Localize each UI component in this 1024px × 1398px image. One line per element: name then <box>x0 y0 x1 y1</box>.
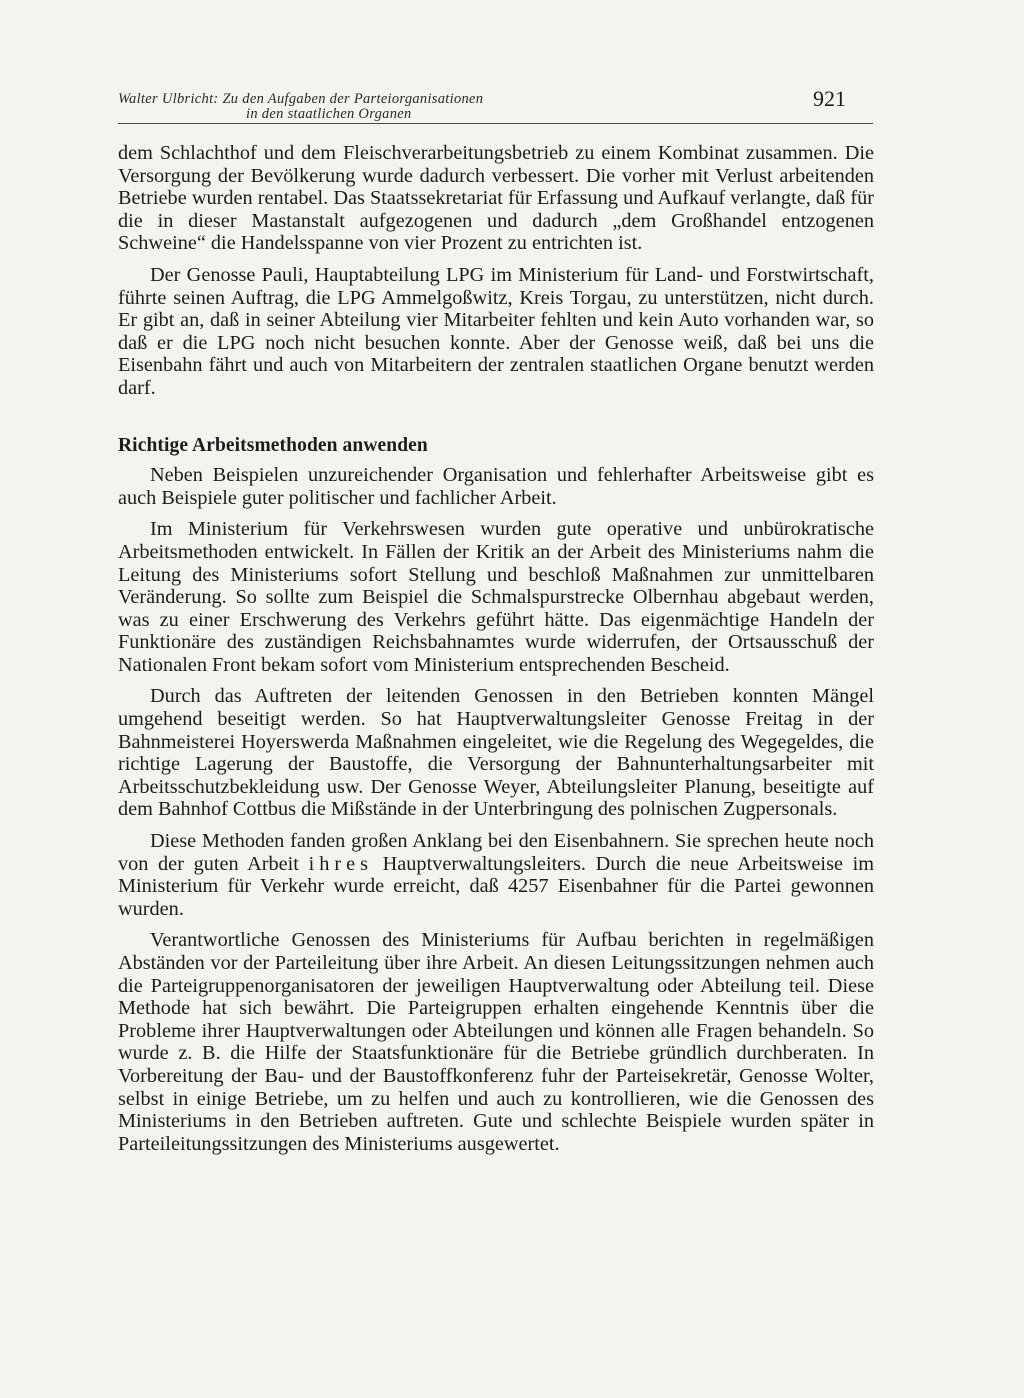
header-rule <box>118 123 873 124</box>
page-number: 921 <box>813 86 846 111</box>
paragraph-6 <box>118 830 874 920</box>
paragraph-5: Durch das Auftreten der leitenden Genossen in den Betrieben konnten Mängel umgehend beseitigt werden. So hat Hauptverwaltungsleiter Genosse Freitag in der Bahnmeisterei Hoyerswerda Maßnahmen eingeleitet, wie die Regelung des Wegegeldes, die richtige Lagerung der Baustoffe, die Versorgung der Bahnunterhaltungsarbeiter mit Arbeitsschutzbekleidung usw. Der Genosse Weyer, Abteilungsleiter Planung, beseitigte auf dem Bahnhof Cottbus die Mißstände in der Unterbringung des polnischen Zugpersonals. <box>118 685 874 821</box>
running-head-line-2: in den staatlichen Organen <box>246 106 412 122</box>
running-head <box>118 92 638 122</box>
body-text <box>118 142 874 1164</box>
paragraph-4: Im Ministerium für Verkehrswesen wurden gute operative und unbürokratische Arbeitsmethoden entwickelt. In Fällen der Kritik an der Arbeit des Ministeriums nahm die Leitung des Ministeriums sofort Stellung und beschloß Maßnahmen zur unmittelbaren Veränderung. So sollte zum Beispiel die Schmalspurstrecke Olbernhau abgebaut werden, was zu einer Erschwerung des Verkehrs geführt hätte. Das eigenmächtige Handeln der Funktionäre des zuständigen Reichsbahnamtes wurde widerrufen, der Ortsausschuß der Nationalen Front bekam sofort vom Ministerium entsprechenden Bescheid. <box>118 518 874 676</box>
paragraph-1: dem Schlachthof und dem Fleischverarbeitungsbetrieb zu einem Kombinat zusammen. Die Versorgung der Bevölkerung wurde dadurch verbessert. Die vorher mit Verlust arbeitenden Betriebe wurden rentabel. Das Staatssekretariat für Erfassung und Aufkauf verlangte, daß für die in dieser Mastanstalt aufgezogenen und dadurch „dem Großhandel entzogenen Schweine“ die Handelsspanne von vier Prozent zu entrichten ist. <box>118 142 874 255</box>
paragraph-7: Verantwortliche Genossen des Ministeriums für Aufbau berichten in regelmäßigen Abständen vor der Parteileitung über ihre Arbeit. An diesen Leitungssitzungen nehmen auch die Parteigruppenorganisatoren der jeweiligen Hauptverwaltung oder Abteilung teil. Diese Methode hat sich bewährt. Die Parteigruppen erhalten eingehende Kenntnis über die Probleme ihrer Hauptverwaltungen oder Abteilungen und können alle Fragen behandeln. So wurde z. B. die Hilfe der Staatsfunktionäre für die Betriebe gründlich durchberaten. In Vorbereitung der Bau- und der Baustoffkonferenz fuhr der Parteisekretär, Genosse Wolter, selbst in einige Betriebe, um zu helfen und auch zu kontrollieren, wie die Genossen des Ministeriums in den Betrieben auftreten. Gute und schlechte Beispiele wurden später in Parteileitungssitzungen des Ministeriums ausgewertet. <box>118 929 874 1155</box>
paragraph-3: Neben Beispielen unzureichender Organisation und fehlerhafter Arbeitsweise gibt es auch Beispiele guter politischer und fachlicher Arbeit. <box>118 464 874 509</box>
paragraph-6-part-a: Diese Methoden fanden großen Anklang bei den Eisenbahnern. Sie sprechen heute noch von der guten Arbeit <box>118 830 874 875</box>
section-heading: Richtige Arbeitsmethoden anwenden <box>118 434 428 456</box>
running-head-line-1: Walter Ulbricht: Zu den Aufgaben der Parteiorganisationen <box>118 91 484 107</box>
paragraph-6-emphasis: ihres <box>308 852 374 875</box>
paragraph-6-part-b: Hauptverwaltungsleiters. Durch die neue Arbeitsweise im Ministerium für Verkehr wurde erreicht, daß 4257 Eisenbahner für die Partei gewonnen wurden. <box>118 852 874 920</box>
paragraph-2: Der Genosse Pauli, Hauptabteilung LPG im Ministerium für Land- und Forstwirtschaft, führte seinen Auftrag, die LPG Ammelgoßwitz, Kreis Torgau, zu unterstützen, nicht durch. Er gibt an, daß in seiner Abteilung vier Mitarbeiter fehlten und kein Auto vorhanden war, so daß er die LPG noch nicht besuchen konnte. Aber der Genosse weiß, daß bei uns die Eisenbahn fährt und auch von Mitarbeitern der zentralen staatlichen Organe benutzt werden darf. <box>118 263 874 399</box>
